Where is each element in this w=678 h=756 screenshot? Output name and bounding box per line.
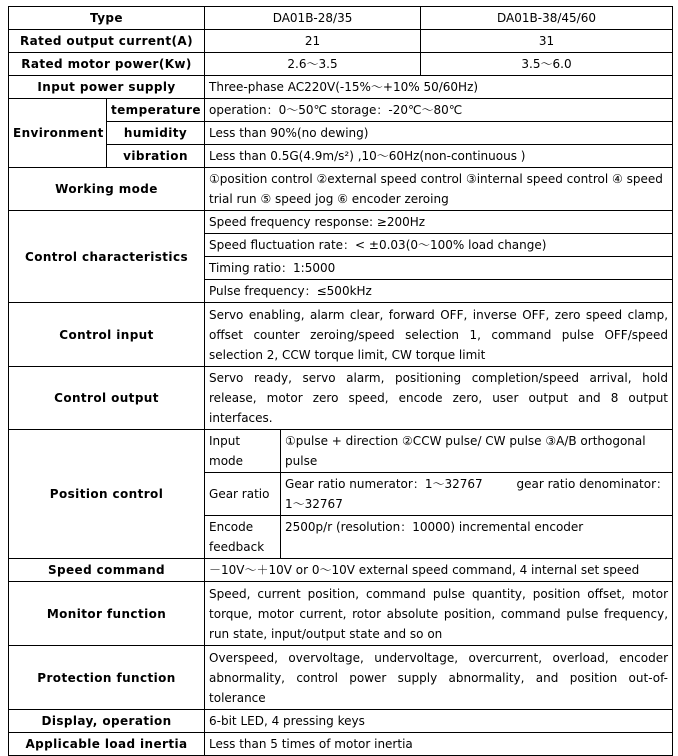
monitor-function-value: Speed, current position, command pulse quantity, position offset, motor torque, motor current, rotor absolute position, command pulse frequency, run state, input/output state and so on bbox=[205, 582, 673, 646]
rated-current-1: 21 bbox=[205, 30, 421, 53]
model-2: DA01B-38/45/60 bbox=[421, 7, 673, 30]
row-position-input-mode bbox=[9, 430, 673, 473]
display-value: 6-bit LED, 4 pressing keys bbox=[205, 710, 673, 733]
model-1: DA01B-28/35 bbox=[205, 7, 421, 30]
row-rated-current bbox=[9, 30, 673, 53]
row-control-char-1 bbox=[9, 211, 673, 234]
monitor-function-label: Monitor function bbox=[9, 582, 205, 646]
control-char-item: Pulse frequency：≤500kHz bbox=[205, 280, 673, 303]
control-characteristics-label: Control characteristics bbox=[9, 211, 205, 303]
speed-command-value: －10V～＋10V or 0～10V external speed command, 4 internal set speed bbox=[205, 559, 673, 582]
rated-power-2: 3.5～6.0 bbox=[421, 53, 673, 76]
load-inertia-label: Applicable load inertia bbox=[9, 733, 205, 756]
control-input-label: Control input bbox=[9, 303, 205, 367]
gear-ratio-value bbox=[281, 473, 673, 516]
working-mode-value: ①position control ②external speed control ③internal speed control ④ speed trial run ⑤ speed jog ⑥ encoder zeroing bbox=[205, 168, 673, 211]
row-protection-function bbox=[9, 646, 673, 710]
row-working-mode bbox=[9, 168, 673, 211]
input-power-value: Three-phase AC220V(-15%～+10% 50/60Hz) bbox=[205, 76, 673, 99]
working-mode-label: Working mode bbox=[9, 168, 205, 211]
row-env-vibration bbox=[9, 145, 673, 168]
environment-label: Environment bbox=[9, 99, 107, 168]
rated-current-2: 31 bbox=[421, 30, 673, 53]
rated-power-label: Rated motor power(Kw) bbox=[9, 53, 205, 76]
speed-command-label: Speed command bbox=[9, 559, 205, 582]
row-type bbox=[9, 7, 673, 30]
type-label: Type bbox=[9, 7, 205, 30]
protection-function-label: Protection function bbox=[9, 646, 205, 710]
rated-current-label: Rated output current(A) bbox=[9, 30, 205, 53]
humidity-label: humidity bbox=[107, 122, 205, 145]
control-output-label: Control output bbox=[9, 367, 205, 430]
display-label: Display, operation bbox=[9, 710, 205, 733]
row-control-output bbox=[9, 367, 673, 430]
temperature-label: temperature bbox=[107, 99, 205, 122]
encode-feedback-label: Encode feedback bbox=[205, 516, 281, 559]
control-input-value: Servo enabling, alarm clear, forward OFF, inverse OFF, zero speed clamp, offset counter zeroing/speed selection 1, command pulse OFF/speed selection 2, CCW torque limit, CW torque limit bbox=[205, 303, 673, 367]
load-inertia-value: Less than 5 times of motor inertia bbox=[205, 733, 673, 756]
spec-table bbox=[8, 6, 673, 756]
row-display bbox=[9, 710, 673, 733]
control-char-item: Speed frequency response: ≥200Hz bbox=[205, 211, 673, 234]
gear-ratio-line bbox=[285, 474, 668, 494]
encode-feedback-value: 2500p/r (resolution：10000) incremental encoder bbox=[281, 516, 673, 559]
vibration-value: Less than 0.5G(4.9m/s²) ,10～60Hz(non-continuous ) bbox=[205, 145, 673, 168]
rated-power-1: 2.6～3.5 bbox=[205, 53, 421, 76]
row-env-humidity bbox=[9, 122, 673, 145]
input-mode-label: Input mode bbox=[205, 430, 281, 473]
control-output-value: Servo ready, servo alarm, positioning completion/speed arrival, hold release, motor zero speed, encode zero, user output and 8 output interfaces. bbox=[205, 367, 673, 430]
gear-ratio-denominator: gear ratio denominator： bbox=[516, 477, 669, 491]
position-control-label: Position control bbox=[9, 430, 205, 559]
input-power-label: Input power supply bbox=[9, 76, 205, 99]
row-speed-command bbox=[9, 559, 673, 582]
input-mode-value: ①pulse + direction ②CCW pulse/ CW pulse ③A/B orthogonal pulse bbox=[281, 430, 673, 473]
row-env-temperature bbox=[9, 99, 673, 122]
gear-ratio-label: Gear ratio bbox=[205, 473, 281, 516]
row-rated-power bbox=[9, 53, 673, 76]
row-input-power bbox=[9, 76, 673, 99]
temperature-value: operation：0～50℃ storage：-20℃～80℃ bbox=[205, 99, 673, 122]
humidity-value: Less than 90%(no dewing) bbox=[205, 122, 673, 145]
row-control-input bbox=[9, 303, 673, 367]
vibration-label: vibration bbox=[107, 145, 205, 168]
control-char-item: Timing ratio：1:5000 bbox=[205, 257, 673, 280]
row-monitor-function bbox=[9, 582, 673, 646]
control-char-item: Speed fluctuation rate：< ±0.03(0～100% load change) bbox=[205, 234, 673, 257]
protection-function-value: Overspeed, overvoltage, undervoltage, overcurrent, overload, encoder abnormality, control power supply abnormality, and position out-of-tolerance bbox=[205, 646, 673, 710]
row-load-inertia bbox=[9, 733, 673, 756]
gear-ratio-numerator: Gear ratio numerator：1～32767 bbox=[285, 477, 483, 491]
gear-ratio-denominator-value: 1～32767 bbox=[285, 497, 343, 511]
